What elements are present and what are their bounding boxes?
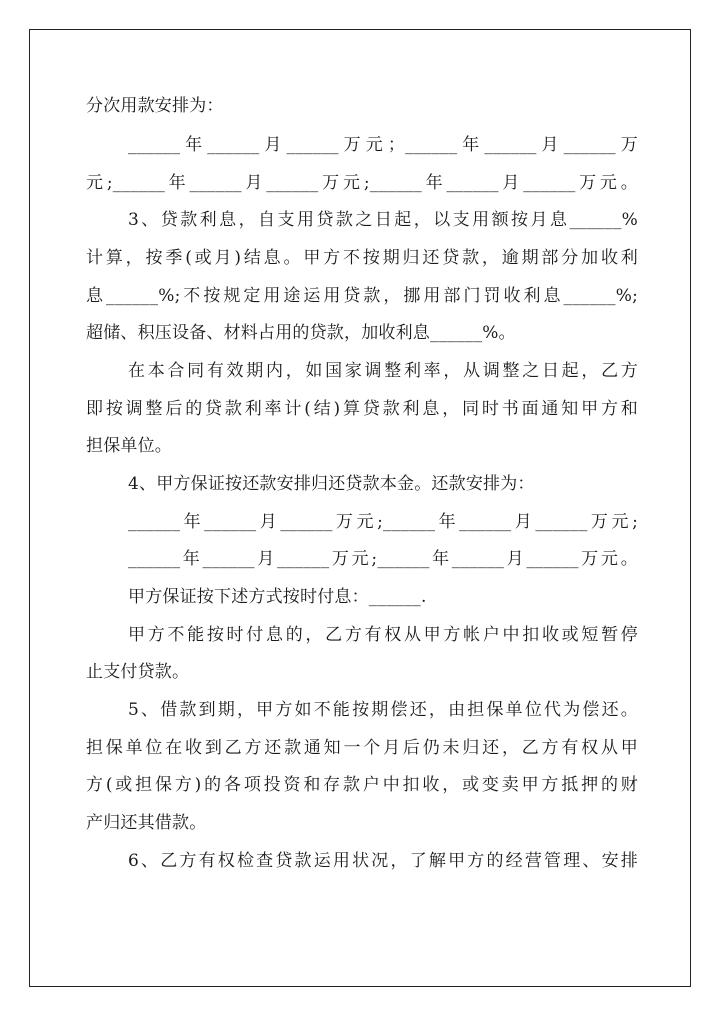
text-line: 方(或担保方)的各项投资和存款户中扣收，或变卖甲方抵押的财 (86, 775, 638, 795)
text-line: 计算，按季(或月)结息。甲方不按期归还贷款，逾期部分加收利 (86, 248, 638, 268)
text-line: 担保单位。 (86, 436, 172, 456)
text-line: 4、甲方保证按还款安排归还贷款本金。还款安排为： (128, 474, 535, 494)
text-line: 甲方保证按下述方式按时付息：______. (128, 587, 427, 607)
text-line: 产归还其借款。 (86, 813, 207, 833)
text-line: ______年______月______万元;______年______月______万元; (128, 512, 638, 532)
text-line: 5、借款到期，甲方如不能按期偿还，由担保单位代为偿还。 (128, 700, 638, 720)
text-line: 在本合同有效期内，如国家调整利率，从调整之日起，乙方 (128, 361, 638, 381)
text-line: ______年______月______万元；______年______月______万 (128, 135, 638, 155)
text-line: 甲方不能按时付息的，乙方有权从甲方帐户中扣收或短暂停 (128, 625, 638, 645)
text-line: ______年______月______万元;______年______月______万元。 (128, 549, 638, 569)
text-line: 超储、积压设备、材料占用的贷款，加收利息______%。 (86, 323, 516, 343)
text-line: 元;______年______月______万元;______年______月______万元。 (86, 173, 638, 193)
text-line: 止支付贷款。 (86, 662, 190, 682)
text-line: 即按调整后的贷款利率计(结)算贷款利息，同时书面通知甲方和 (86, 399, 638, 419)
text-line: 分次用款安排为： (86, 96, 224, 116)
text-line: 3、贷款利息，自支用贷款之日起，以支用额按月息______% (128, 210, 638, 230)
text-line: 息______%;不按规定用途运用贷款，挪用部门罚收利息______%; (86, 286, 638, 306)
text-line: 担保单位在收到乙方还款通知一个月后仍未归还，乙方有权从甲 (86, 738, 638, 758)
text-line: 6、乙方有权检查贷款运用状况，了解甲方的经营管理、安排 (128, 851, 638, 871)
